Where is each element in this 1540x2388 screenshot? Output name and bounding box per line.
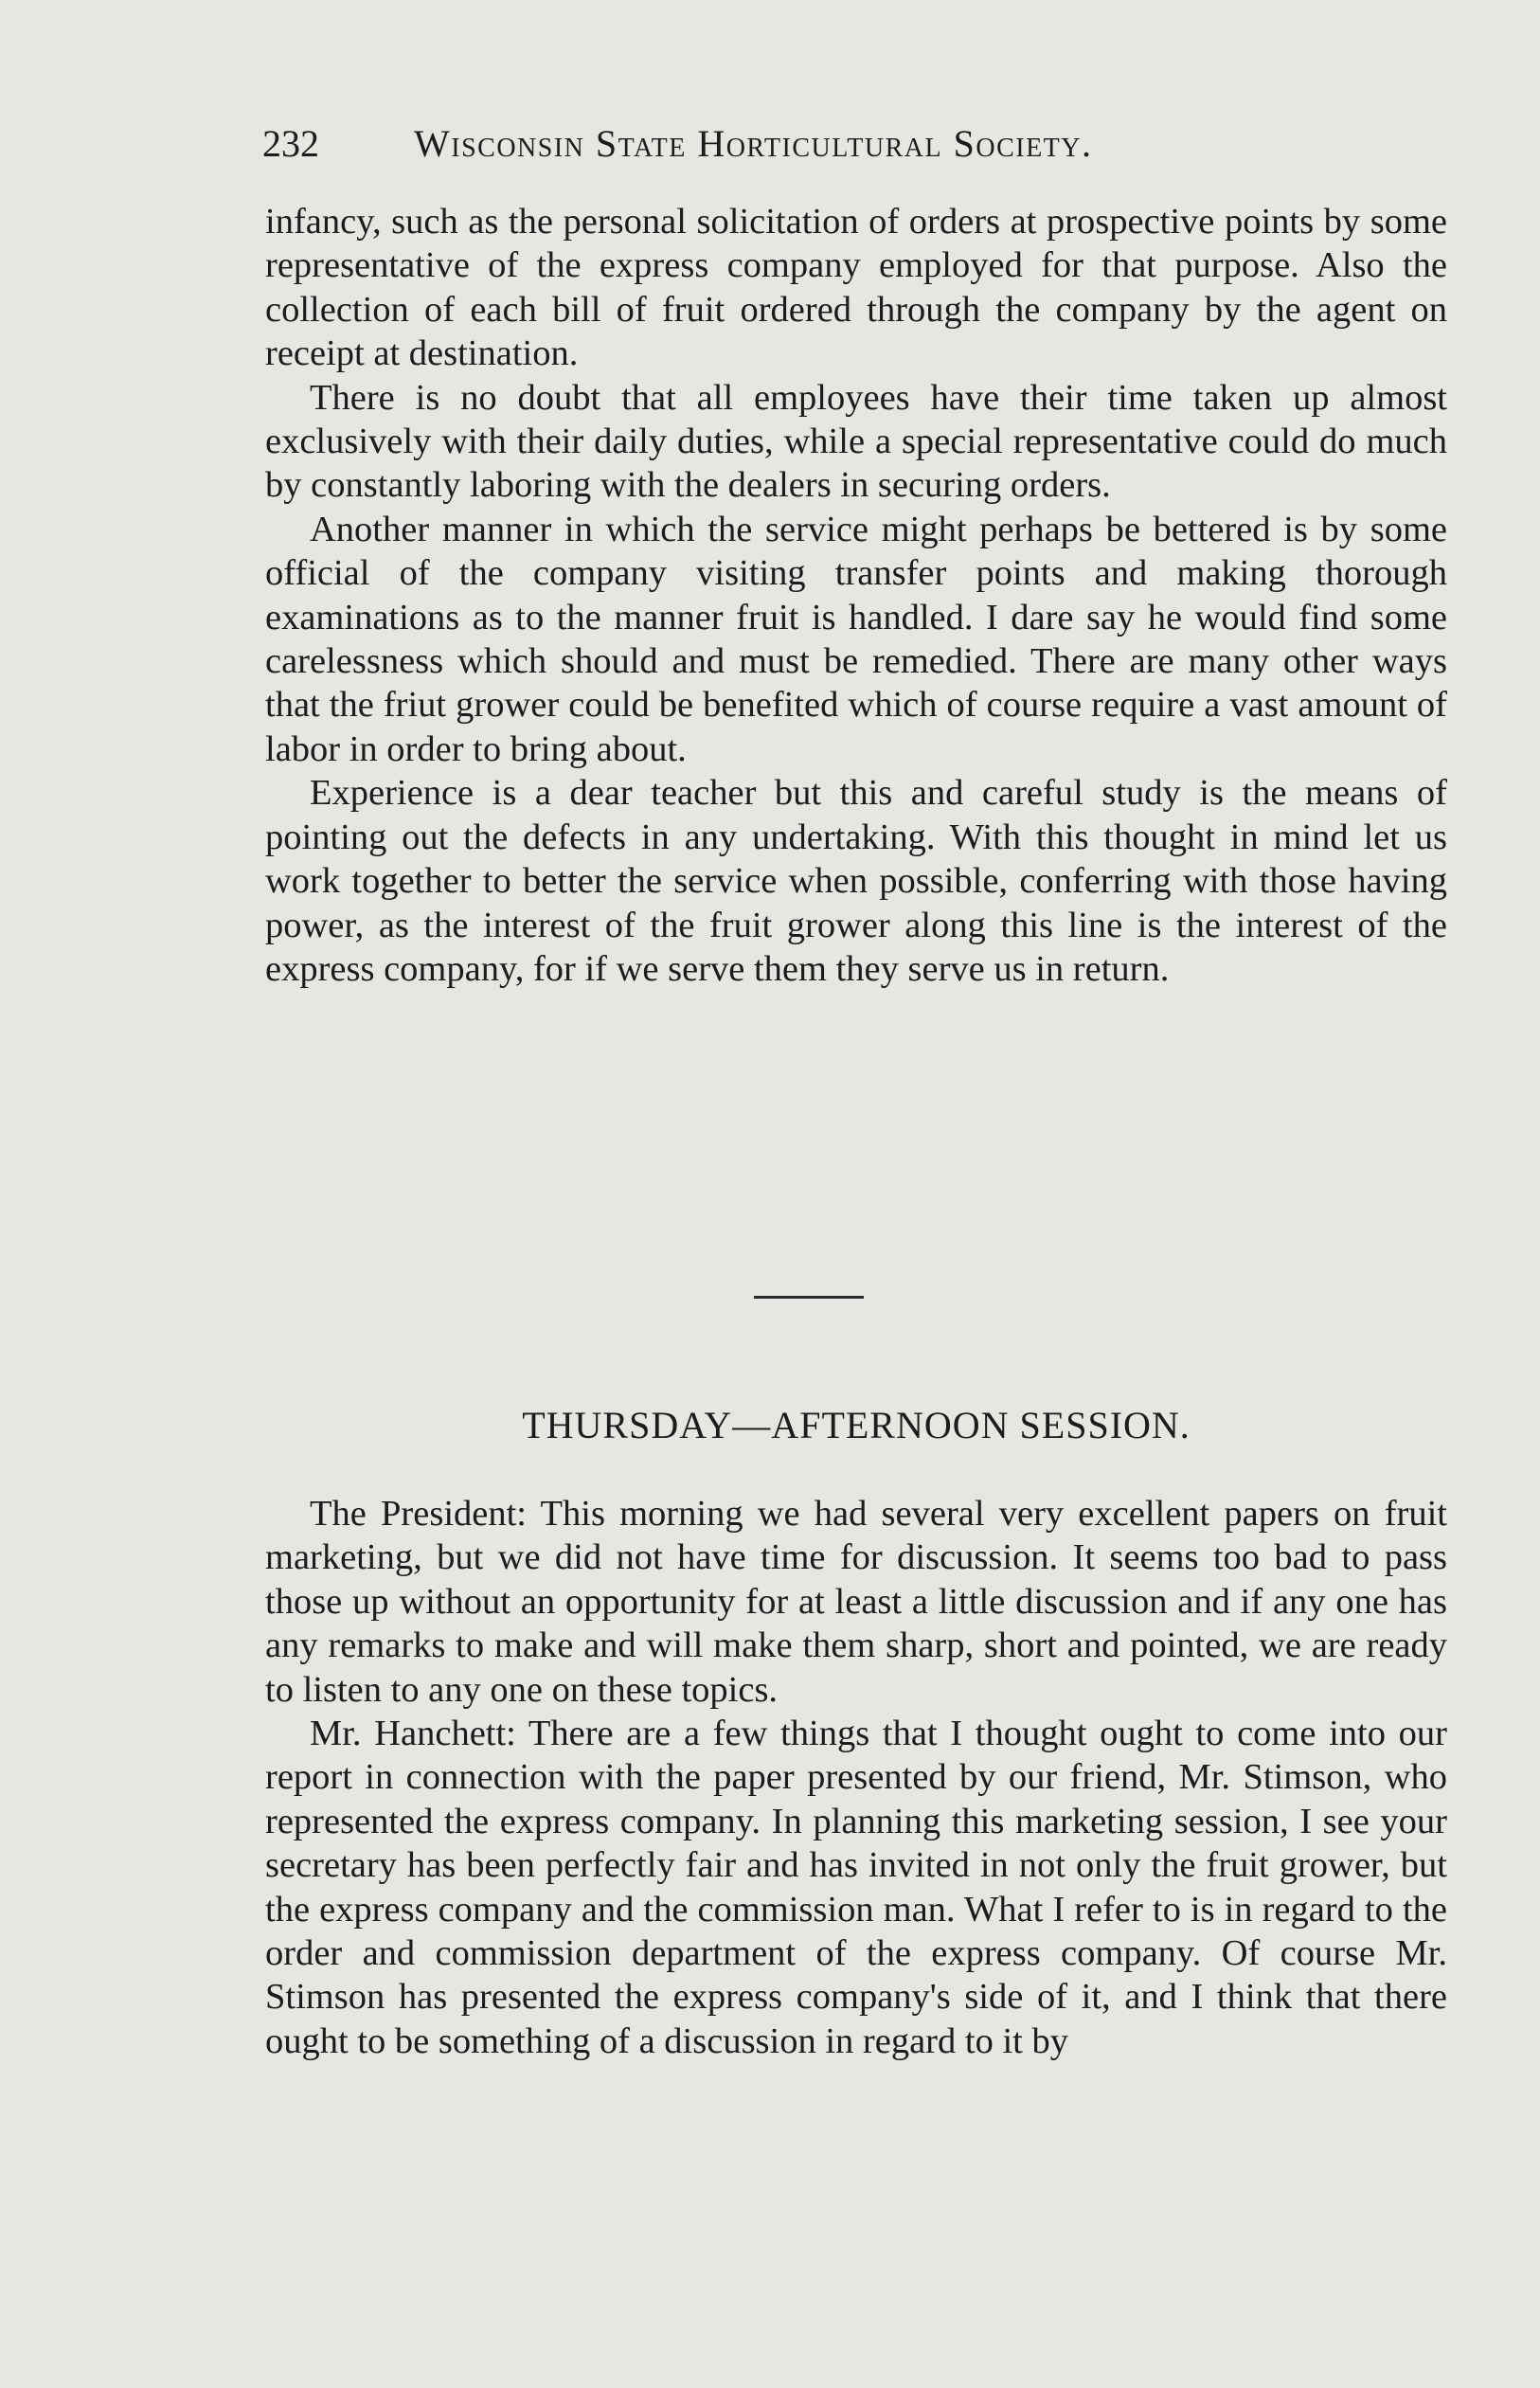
section-heading: THURSDAY—AFTERNOON SESSION. [522, 1404, 1191, 1446]
top-text-block [265, 200, 1447, 991]
paragraph: Experience is a dear teacher but this and careful study is the means of pointing out the defects in any undertaking. With this thought in mind let us work together to better the service when possible, conferring with those having power, as the interest of the fruit grower along this line is the interest of the express company, for if we serve them they serve us in return. [265, 773, 1447, 989]
paragraph: Another manner in which the service might perhaps be bettered is by some official of the company visiting transfer points and making thorough examinations as to the manner fruit is handled. I dare say he would find some carelessness which should and must be remedied. There are many other ways that the friut grower could be benefited which of course require a vast amount of labor in order to bring about. [265, 509, 1447, 769]
section-separator-rule [754, 1296, 864, 1299]
paragraph: infancy, such as the personal solicitation of orders at prospective points by some representative of the express company employed for that purpose. Also the collection of each bill of fruit ordered through the company by the agent on receipt at destination. [265, 202, 1447, 374]
page-number: 232 [262, 122, 319, 165]
speech-text: This morning we had several very excellent papers on fruit marketing, but we did not have time for discussion. It seems too bad to pass those up without an opportunity for at least a little discussion and if any one has any remarks to make and will make them sharp, short and pointed, we are ready to listen to any one on these topics. [265, 1494, 1448, 1710]
discussion-text-block [265, 1492, 1447, 2063]
speaker-label: Mr. Hanchett: [310, 1714, 516, 1754]
speaker-label: The President: [310, 1494, 528, 1534]
paragraph: There is no doubt that all employees have their time taken up almost exclusively with their daily duties, while a special representative could do much by constantly laboring with the dealers in securing orders. [265, 377, 1447, 506]
speech-text: There are a few things that I thought ought to come into our report in connection with the paper presented by our friend, Mr. Stimson, who represented the express company. In planning this marketing session, I see your secretary has been perfectly fair and has invited in not only the fruit grower, but the express company and the commission man. What I refer to is in regard to the order and commission department of the express company. Of course Mr. Stimson has presented the express company's side of it, and I think that there ought to be something of a discussion in regard to it by [265, 1714, 1447, 2061]
page-header [262, 116, 1446, 172]
discussion-paragraph [265, 1712, 1447, 2063]
discussion-paragraph [265, 1492, 1447, 1712]
running-head: Wisconsin State Horticultural Society. [414, 122, 1093, 165]
